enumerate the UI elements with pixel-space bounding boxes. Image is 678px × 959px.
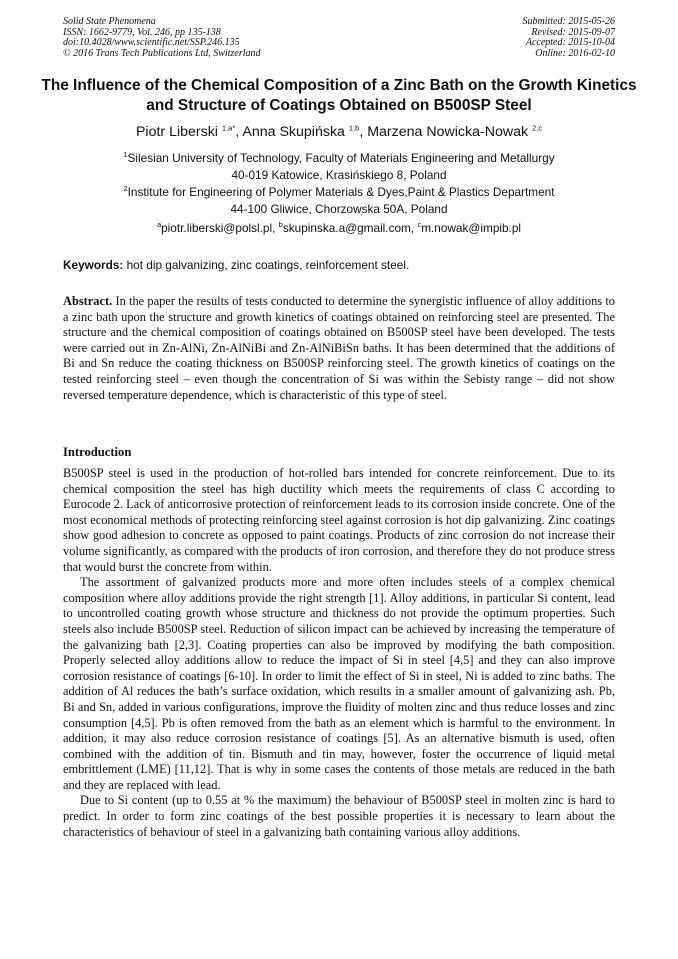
author-affiliation-mark: 1,b — [348, 123, 360, 133]
author-name: Marzena Nowicka-Nowak — [367, 124, 529, 140]
submitted-date: Submitted: 2015-05-26 — [522, 16, 615, 27]
accepted-date: Accepted: 2015-10-04 — [525, 37, 615, 49]
affiliation — [40, 150, 638, 183]
online-date: Online: 2016-02-10 — [535, 47, 615, 59]
section-heading-introduction: Introduction — [63, 445, 132, 459]
email-link[interactable]: skupinska.a@gmail.com — [282, 221, 411, 235]
affiliation-mark: 1 — [123, 150, 128, 160]
affiliation-address: 44-100 Gliwice, Chorzowska 50A, Poland — [230, 201, 448, 216]
email-link[interactable]: piotr.liberski@polsl.pl — [161, 221, 273, 235]
revised-date: Revised: 2015-09-07 — [531, 26, 615, 38]
author-affiliation-mark: 2,c — [532, 123, 543, 133]
email-link[interactable]: m.nowak@impib.pl — [421, 221, 522, 235]
affiliation-line: Institute for Engineering of Polymer Materials & Dyes,Paint & Plastics Department — [127, 185, 555, 199]
issn: ISSN: 1662-9779, Vol. 246, pp 135-138 — [63, 26, 221, 38]
paragraph: The assortment of galvanized products more and more often includes steels of a complex chemical composition where alloy additions provide the right strength [1]. Alloy additions, in particular Si content, lead to uncontrolled coating growth whose structure and thickness do not provide the optimum properties. Such steels also include B500SP steel. Reduction of silicon impact can be achieved by increasing the temperature of the galvanizing bath [2,3]. Coating properties can also be improved by modifying the bath composition. Properly selected alloy additions allow to reduce the impact of Si in steel [4,5] and they can also improve corrosion resistance of coatings [6-10]. In order to limit the effect of Si in steel, Ni is added to zinc baths. The addition of Al reduces the bath’s surface oxidation, which results in a smaller amount of galvanizing ash. Pb, Bi and Sn, added in various configurations, improve the fluidity of molten zinc and thus reduce losses and zinc consumption [4,5]. Pb is often removed from the bath as an element which is harmful to the environment. In addition, it may also reduce corrosion resistance of coatings [5]. As an alternative bismuth is used, often combined with the addition of tin. Bismuth and tin may, however, foster the occurrence of liquid metal embrittlement (LME) [11,12]. That is why in some cases the contents of those metals are reduced in the bath and they are replaced with lead. — [63, 575, 615, 792]
copyright: © 2016 Trans Tech Publications Ltd, Switzerland — [63, 47, 261, 59]
affiliation-mark: 2 — [123, 184, 128, 194]
doi: doi:10.4028/www.scientific.net/SSP.246.135 — [63, 37, 240, 49]
paper-title: The Influence of the Chemical Composition of a Zinc Bath on the Growth Kinetics and Structure of Coatings Obtained on B500SP Steel — [41, 77, 637, 114]
email-mark: c — [417, 220, 422, 230]
abstract-text: In the paper the results of tests conducted to determine the synergistic influence of alloy additions to a zinc bath upon the structure and growth kinetics of coatings obtained on reinforcing steel are presented. The structure and the chemical composition of coatings obtained on B500SP steel have been developed. The tests were carried out in Zn-AlNi, Zn-AlNiBi and Zn-AlNiBiSn baths. It has been determined that the additions of Bi and Sn reduce the coating thickness on B500SP reinforcing steel. The growth kinetics of coatings on the tested reinforcing steel – even though the concentration of Si was within the Sebisty range – did not show reversed temperature dependence, which is characteristic of this type of steel. — [63, 294, 615, 402]
affiliation-address: 40-019 Katowice, Krasińskiego 8, Poland — [231, 167, 447, 182]
email-list: $^a$piotr.liberski@polsl.pl, $^b$skupinska.a@gmail.com, $^c$m.nowak@impib.pl — [156, 220, 522, 235]
email-mark: b — [278, 220, 283, 230]
author-name: Anna Skupińska — [242, 124, 345, 140]
paragraph: B500SP steel is used in the production of hot-rolled bars intended for concrete reinforcement. Due to its chemical composition the steel has high ductility which meets the requirements of class C according to Eurocode 2. Lack of anticorrosive protection of reinforcement leads to its corrosion inside concrete. One of the most economical methods of protecting reinforcing steel against corrosion is hot dip galvanizing. Zinc coatings show good adhesion to concrete as opposed to paint coatings. Products of zinc corrosion do not increase their volume significantly, as compared with the products of iron corrosion, and therefore they do not produce stress that would burst the concrete from within. — [63, 466, 615, 574]
author-name: Piotr Liberski — [135, 124, 218, 140]
abstract — [63, 294, 615, 403]
paragraph: Due to Si content (up to 0.55 at % the maximum) the behaviour of B500SP steel in molten zinc is hard to predict. In order to form zinc coatings of the best possible properties it is necessary to learn about the characteristics of behaviour of steel in a galvanizing bath containing various alloy additions. — [63, 793, 615, 839]
introduction-body — [63, 466, 615, 840]
abstract-label: Abstract. — [63, 294, 113, 308]
keywords-text: hot dip galvanizing, zinc coatings, reinforcement steel. — [126, 258, 410, 272]
email-mark: a — [156, 220, 162, 230]
journal-name: Solid State Phenomena — [63, 16, 156, 27]
keywords — [63, 257, 615, 273]
keywords-label: Keywords: — [63, 258, 124, 272]
publication-dates — [523, 17, 616, 59]
affiliation — [40, 184, 638, 217]
author-affiliation-mark: 1,a* — [221, 123, 236, 133]
author-list: Piotr Liberski $^{1,a*}$, Anna Skupińska $^{1,b}$, Marzena Nowicka-Nowak $^{2,c}$ — [135, 123, 543, 140]
affiliation-line: Silesian University of Technology, Faculty of Materials Engineering and Metallurgy — [127, 151, 555, 165]
publication-info — [63, 17, 261, 59]
